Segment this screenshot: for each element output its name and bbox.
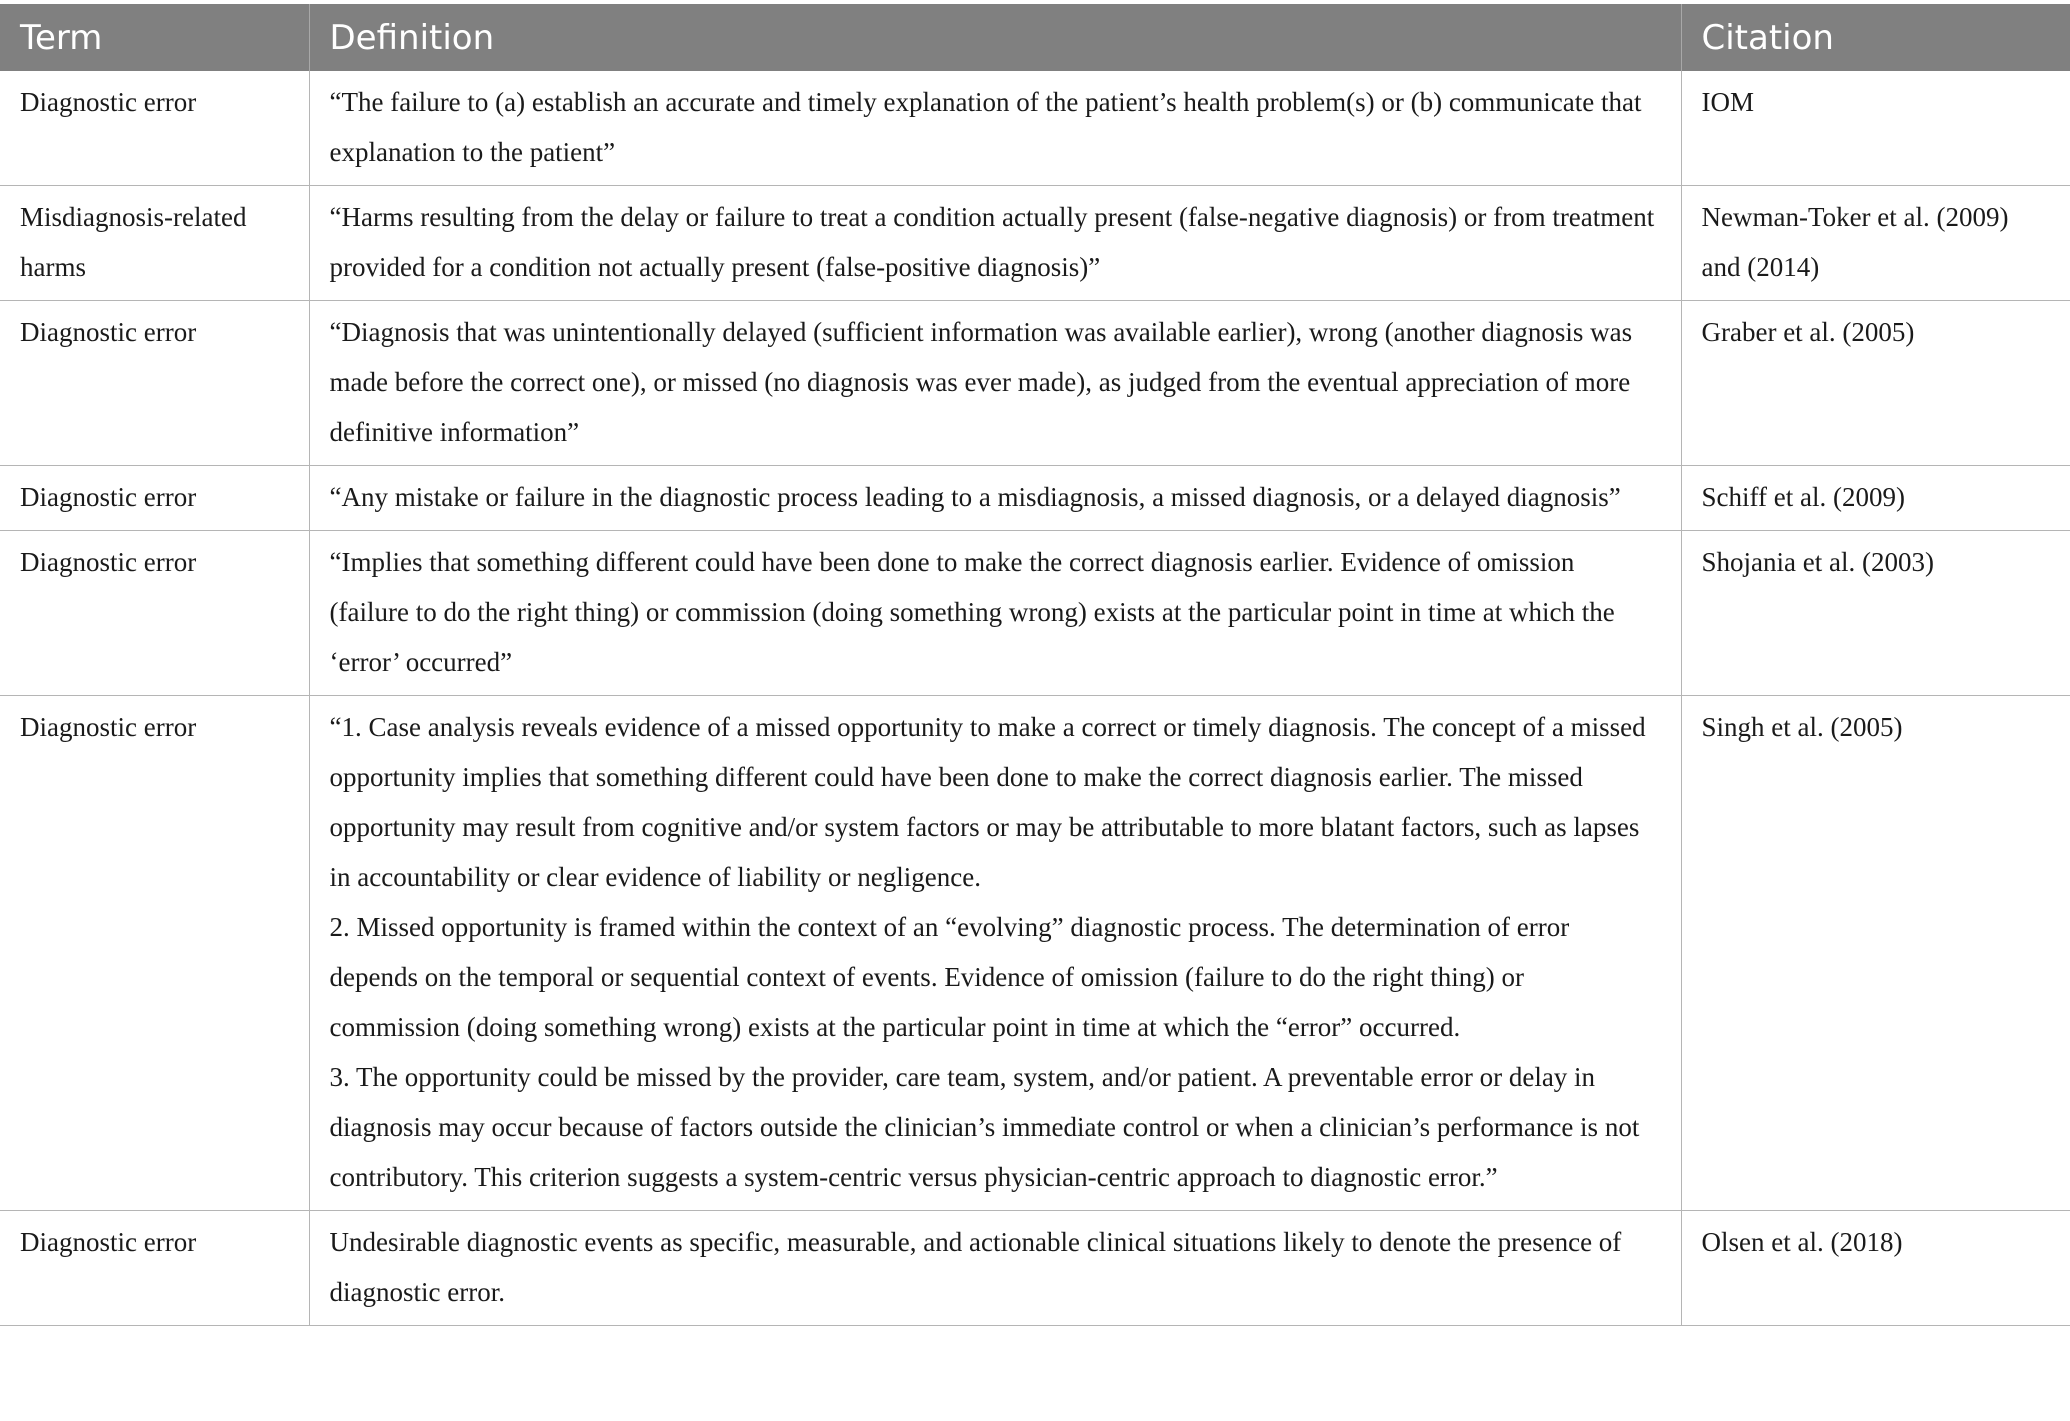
- header-row: [0, 4, 2070, 71]
- table-row: [0, 301, 2070, 466]
- cell-definition: [309, 71, 1681, 186]
- cell-citation: Shojania et al. (2003): [1681, 531, 2070, 696]
- definition-paragraph: Undesirable diagnostic events as specific, measurable, and actionable clinical situations likely to denote the presence of diagnostic error.: [329, 1227, 1622, 1307]
- definitions-table: [0, 4, 2070, 1326]
- header-definition: Definition: [309, 4, 1681, 71]
- definition-paragraph: “Harms resulting from the delay or failure to treat a condition actually present (false-negative diagnosis) or from treatment provided for a condition not actually present (false-positive diagnosis)”: [329, 202, 1655, 282]
- definition-paragraph: “Implies that something different could have been done to make the correct diagnosis earlier. Evidence of omission (failure to do the right thing) or commission (doing something wrong) exists at the particular point in time at which the ‘error’ occurred”: [329, 547, 1615, 677]
- definition-paragraph: “1. Case analysis reveals evidence of a missed opportunity to make a correct or timely diagnosis. The concept of a missed opportunity implies that something different could have been done to make the correct diagnosis earlier. The missed opportunity may result from cognitive and/or system factors or may be attributable to more blatant factors, such as lapses in accountability or clear evidence of liability or negligence.: [329, 712, 1646, 892]
- cell-citation: Singh et al. (2005): [1681, 696, 2070, 1211]
- cell-term: Diagnostic error: [0, 531, 309, 696]
- cell-definition: [309, 531, 1681, 696]
- cell-definition: [309, 466, 1681, 531]
- cell-definition: [309, 301, 1681, 466]
- definition-paragraph: “Diagnosis that was unintentionally delayed (sufficient information was available earlier), wrong (another diagnosis was made before the correct one), or missed (no diagnosis was ever made), as judged from the eventual appreciation of more definitive information”: [329, 317, 1633, 447]
- cell-definition: [309, 186, 1681, 301]
- table-body: [0, 71, 2070, 1326]
- cell-definition: [309, 1211, 1681, 1326]
- table-row: [0, 71, 2070, 186]
- cell-citation: IOM: [1681, 71, 2070, 186]
- cell-citation: Graber et al. (2005): [1681, 301, 2070, 466]
- table-row: [0, 1211, 2070, 1326]
- cell-citation: Newman-Toker et al. (2009) and (2014): [1681, 186, 2070, 301]
- definition-paragraph: 2. Missed opportunity is framed within the context of an “evolving” diagnostic process. The determination of error depends on the temporal or sequential context of events. Evidence of omission (failure to do the right thing) or commission (doing something wrong) exists at the particular point in time at which the “error” occurred.: [329, 912, 1570, 1042]
- cell-citation: Schiff et al. (2009): [1681, 466, 2070, 531]
- definition-paragraph: “The failure to (a) establish an accurate and timely explanation of the patient’s health problem(s) or (b) communicate that explanation to the patient”: [329, 87, 1642, 167]
- table-header: [0, 4, 2070, 71]
- cell-term: Diagnostic error: [0, 71, 309, 186]
- cell-term: Diagnostic error: [0, 1211, 309, 1326]
- table-row: [0, 186, 2070, 301]
- header-term: Term: [0, 4, 309, 71]
- cell-definition: [309, 696, 1681, 1211]
- cell-term: Diagnostic error: [0, 696, 309, 1211]
- cell-term: Diagnostic error: [0, 301, 309, 466]
- table-row: [0, 466, 2070, 531]
- cell-citation: Olsen et al. (2018): [1681, 1211, 2070, 1326]
- cell-term: Misdiagnosis-related harms: [0, 186, 309, 301]
- definition-paragraph: 3. The opportunity could be missed by the provider, care team, system, and/or patient. A preventable error or delay in diagnosis may occur because of factors outside the clinician’s immediate control or when a clinician’s performance is not contributory. This criterion suggests a system-centric versus physician-centric approach to diagnostic error.”: [329, 1062, 1640, 1192]
- cell-term: Diagnostic error: [0, 466, 309, 531]
- definition-paragraph: “Any mistake or failure in the diagnostic process leading to a misdiagnosis, a missed diagnosis, or a delayed diagnosis”: [329, 482, 1621, 512]
- table-row: [0, 531, 2070, 696]
- table-row: [0, 696, 2070, 1211]
- header-citation: Citation: [1681, 4, 2070, 71]
